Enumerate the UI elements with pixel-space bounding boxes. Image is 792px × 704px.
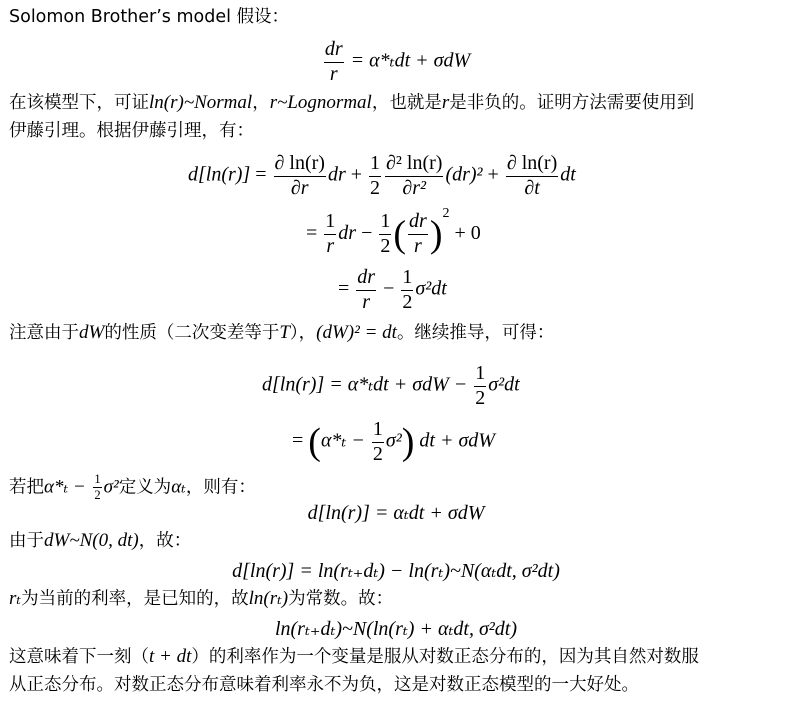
equation-7: d[ln(r)] = ln(rₜ₊dₜ) − ln(rₜ)~N(αₜdt, σ²dt) <box>232 560 560 582</box>
ito-plus-2: + <box>487 163 499 186</box>
eq5-h2: 2 <box>372 443 383 465</box>
ito-f2-den: ∂r² <box>402 177 427 199</box>
p2-c: ，也就是 <box>371 93 442 113</box>
p2-m2: r~Lognormal <box>269 92 372 113</box>
p4-b: 的性质（二次变差等于 <box>104 323 280 343</box>
eq1-den: r <box>329 63 338 85</box>
l2-sq: 2 <box>442 206 450 221</box>
ito-drsq: (dr)² <box>445 163 483 186</box>
l2-eq: = <box>306 222 318 244</box>
l2-h2: 2 <box>380 235 391 258</box>
l3-eq: = <box>338 277 350 300</box>
p7-m2: ln(rₜ) <box>248 588 289 609</box>
p6-m1: dW~N(0, dt) <box>44 530 139 551</box>
ito-f1-num: ∂ ln(r) <box>274 152 326 177</box>
p5-h2: 2 <box>94 488 101 503</box>
l2-inner-den: r <box>414 235 422 258</box>
p4-m2: T <box>279 322 290 343</box>
p4-a: 注意由于 <box>9 323 79 343</box>
l2-tail: + 0 <box>454 222 481 244</box>
eq5-h1: 1 <box>372 418 384 443</box>
p8-b: ）的利率作为一个变量是服从对数正态分布的，因为其自然对数服 <box>191 647 699 667</box>
ito-line-1 <box>188 152 576 200</box>
p4-c: ）， <box>289 323 317 343</box>
eq5-tail: dt + σdW <box>419 429 495 452</box>
ito-f3-num: ∂ ln(r) <box>506 152 558 177</box>
eq5-b: σ² <box>385 429 402 452</box>
p7-b: 为常数。故： <box>288 589 394 609</box>
p2-a: 在该模型下，可证 <box>9 93 149 113</box>
ito-f1-den: ∂r <box>290 177 309 199</box>
p5-b: 定义为 <box>118 477 172 498</box>
l3-h2: 2 <box>402 291 413 313</box>
ito-eq: = <box>255 163 267 186</box>
p2-m3: r <box>441 92 450 113</box>
l2-dr: dr <box>338 222 357 244</box>
ito-line-2 <box>306 206 481 258</box>
paragraph-8 <box>9 646 699 668</box>
l3-minus: − <box>383 277 395 300</box>
l2-h1: 1 <box>379 210 391 235</box>
eq5-rparen: ) <box>401 421 415 463</box>
p5-c: ，则有： <box>185 477 256 498</box>
p6-a: 由于 <box>9 531 44 551</box>
equation-model <box>0 38 792 86</box>
l2-minus: − <box>361 222 373 244</box>
p4-m1: dW <box>79 322 105 343</box>
eq4-h2: 2 <box>475 387 486 409</box>
l3-num: dr <box>356 266 376 291</box>
ito-dt: dt <box>560 163 576 186</box>
equation-6: d[ln(r)] = αₜdt + σdW <box>307 502 485 524</box>
ito-f2-num: ∂² ln(r) <box>385 152 443 177</box>
l2-one: 1 <box>324 210 336 235</box>
intro-text: Solomon Brother’s model 假设： <box>9 7 290 27</box>
equation-8: ln(rₜ₊dₜ)~N(ln(rₜ) + αₜdt, σ²dt) <box>274 618 518 640</box>
p5-a: 若把 <box>9 477 44 498</box>
p7-a: 为当前的利率，是已知的，故 <box>21 589 249 609</box>
l2-r: r <box>326 235 335 258</box>
p2-b: ， <box>252 93 270 113</box>
l2-rparen: ) <box>429 213 443 256</box>
eq4-tail: σ²dt <box>488 373 520 396</box>
p5-m3: αₜ <box>171 476 186 498</box>
paragraph-5 <box>9 472 256 503</box>
p4-d: 。继续推导，可得： <box>396 323 555 343</box>
l3-tail: σ²dt <box>415 277 447 300</box>
ito-dr: dr <box>327 163 346 186</box>
equation-5 <box>292 418 495 466</box>
l2-inner-num: dr <box>408 210 428 235</box>
p8-m1: t + dt <box>149 646 192 667</box>
p2-m1: ln(r)~Normal <box>149 92 253 113</box>
l3-h1: 1 <box>401 266 413 291</box>
p5-h1: 1 <box>93 472 101 488</box>
p7-m1: rₜ <box>9 588 22 609</box>
p5-m1: α*ₜ − <box>44 476 86 498</box>
equation-4 <box>262 362 520 410</box>
ito-half-num: 1 <box>369 152 381 177</box>
paragraph-6 <box>9 530 191 552</box>
eq5-lparen: ( <box>308 421 321 463</box>
p8-a: 这意味着下一刻（ <box>9 647 149 667</box>
eq5-eq: = <box>292 429 304 452</box>
eq1-num: dr <box>324 38 344 63</box>
eq1-rhs: = α*ₜdt + σdW <box>350 49 471 72</box>
ito-half-den: 2 <box>370 177 381 199</box>
p5-m2: σ² <box>103 476 119 498</box>
paragraph-4 <box>9 322 554 344</box>
eq4-lhs: d[ln(r)] = α*ₜdt + σdW − <box>262 373 468 396</box>
paragraph-9: 从正态分布。对数正态分布意味着利率永不为负，这是对数正态模型的一大好处。 <box>9 675 639 695</box>
ito-plus-1: + <box>350 163 363 186</box>
p6-b: ，故： <box>138 531 192 551</box>
eq4-h1: 1 <box>474 362 486 387</box>
ito-f3-den: ∂t <box>524 177 540 199</box>
paragraph-7 <box>9 588 393 610</box>
ito-lhs: d[ln(r)] <box>188 163 251 186</box>
paragraph-2 <box>9 92 694 114</box>
p2-d: 是非负的。证明方法需要使用到 <box>449 93 695 113</box>
l2-lparen: ( <box>393 213 407 256</box>
paragraph-3: 伊藤引理。根据伊藤引理，有： <box>9 121 254 141</box>
eq5-a: α*ₜ − <box>320 429 365 452</box>
l3-den: r <box>362 291 371 313</box>
ito-line-3 <box>338 266 447 314</box>
p4-m3: (dW)² = dt <box>316 322 397 343</box>
